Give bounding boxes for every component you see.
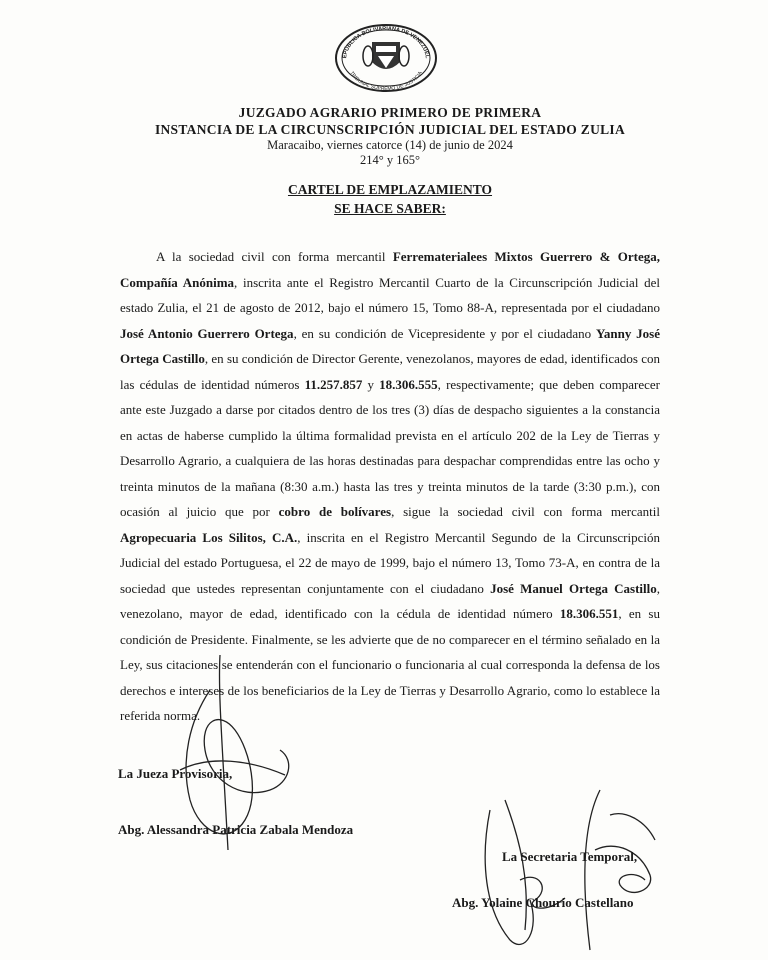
court-name-line2: INSTANCIA DE LA CIRCUNSCRIPCIÓN JUDICIAL DEL ESTADO ZULIA	[154, 122, 626, 137]
body-text-segment: , inscrita ante el Registro Mercantil Cuarto de la Circunscripción Judicial del estado Zulia, el 21 de agosto de 2012, bajo el número 15, Tomo 88-A, representada por el ciudadano	[120, 274, 660, 315]
year-line: 214° y 165°	[360, 153, 420, 167]
judge-name: Abg. Alessandra Patricia Zabala Mendoza	[118, 822, 354, 837]
body-text-segment: , respectivamente; que deben comparecer ante este Juzgado a darse por citados dentro de los tres (3) días de despacho siguientes a la constancia en actas de haberse cumplido la última formalidad prevista en el artículo 202 de la Ley de Tierras y Desarrollo Agrario, a cualquiera de las horas destinadas para despachar comprendidas entre las ocho y treinta minutos de la mañana (8:30 a.m.) hasta las tres y treinta minutos de la tarde (3:30 p.m.), con ocasión al juicio que por	[120, 376, 661, 519]
document-titles	[60, 180, 720, 218]
seal-top-text: EPÚBLICA BOLIVARIANA DE VENEZUEL	[342, 25, 430, 59]
coat-of-arms-icon	[363, 42, 409, 69]
body-text-segment: , en su condición de Vicepresidente y por el ciudadano	[293, 325, 596, 341]
company-name: Ferrematerialees Mixtos Guerrero & Ortega, Compañía Anónima	[120, 249, 660, 290]
plaintiff-name: Agropecuaria Los Silitos, C.A.	[120, 529, 298, 545]
representative-name: José Antonio Guerrero Ortega	[120, 325, 294, 341]
seal-bottom-text: TRIBUNAL SUPREMO DE JUSTICIA	[348, 70, 424, 92]
id-number: 11.257.857	[304, 376, 363, 392]
body-text-segment: , sigue la sociedad civil con forma mercantil	[391, 504, 661, 519]
body-text-segment: , inscrita en el Registro Mercantil Segundo de la Circunscripción Judicial del estado Portuguesa, el 22 de mayo de 1999, bajo el número 13, Tomo 73-A, en contra de la sociedad que ustedes representan conjuntamente con el ciudadano	[120, 529, 661, 596]
claim-type: cobro de bolívares	[278, 504, 392, 519]
court-header	[60, 104, 720, 168]
body-text-segment: , en su condición de Director Gerente, venezolanos, mayores de edad, identificados con las cédulas de identidad números	[120, 351, 660, 392]
id-number: 18.306.555	[379, 376, 438, 392]
date-line: Maracaibo, viernes catorce (14) de junio de 2024	[267, 138, 513, 152]
secretary-signature	[470, 780, 670, 955]
secretary-name: Abg. Yolaine Chourio Castellano	[452, 895, 634, 910]
body-text-segment: A la sociedad civil con forma mercantil	[156, 249, 393, 264]
body-text-segment: , venezolano, mayor de edad, identificado con la cédula de identidad número	[120, 580, 661, 621]
court-name-line1: JUZGADO AGRARIO PRIMERO DE PRIMERA	[238, 105, 542, 120]
hace-saber-title: SE HACE SABER:	[334, 201, 446, 216]
court-seal	[332, 20, 440, 92]
body-text-segment: y	[362, 376, 380, 392]
id-number: 18.306.551	[559, 606, 619, 621]
body-text-segment: , en su condición de Presidente. Finalmente, se les advierte que de no comparecer en el término señalado en la Ley, sus citaciones se entenderán con el funcionario o funcionaria al cual corresponda la defensa de los derechos e intereses de los beneficiarios de la Ley de Tierras y Desarrollo Agrario, como lo establece la referida norma.	[120, 606, 660, 723]
judge-signature	[150, 650, 300, 860]
cartel-title: CARTEL DE EMPLAZAMIENTO	[287, 182, 493, 197]
representative-name: Yanny José Ortega Castillo	[120, 325, 660, 366]
secretary-title: La Secretaria Temporal,	[502, 849, 638, 864]
svg-text:TRIBUNAL SUPREMO DE JUSTICIA	[348, 70, 424, 92]
judge-title: La Jueza Provisoria,	[118, 766, 233, 781]
representative-name: José Manuel Ortega Castillo	[490, 580, 657, 596]
